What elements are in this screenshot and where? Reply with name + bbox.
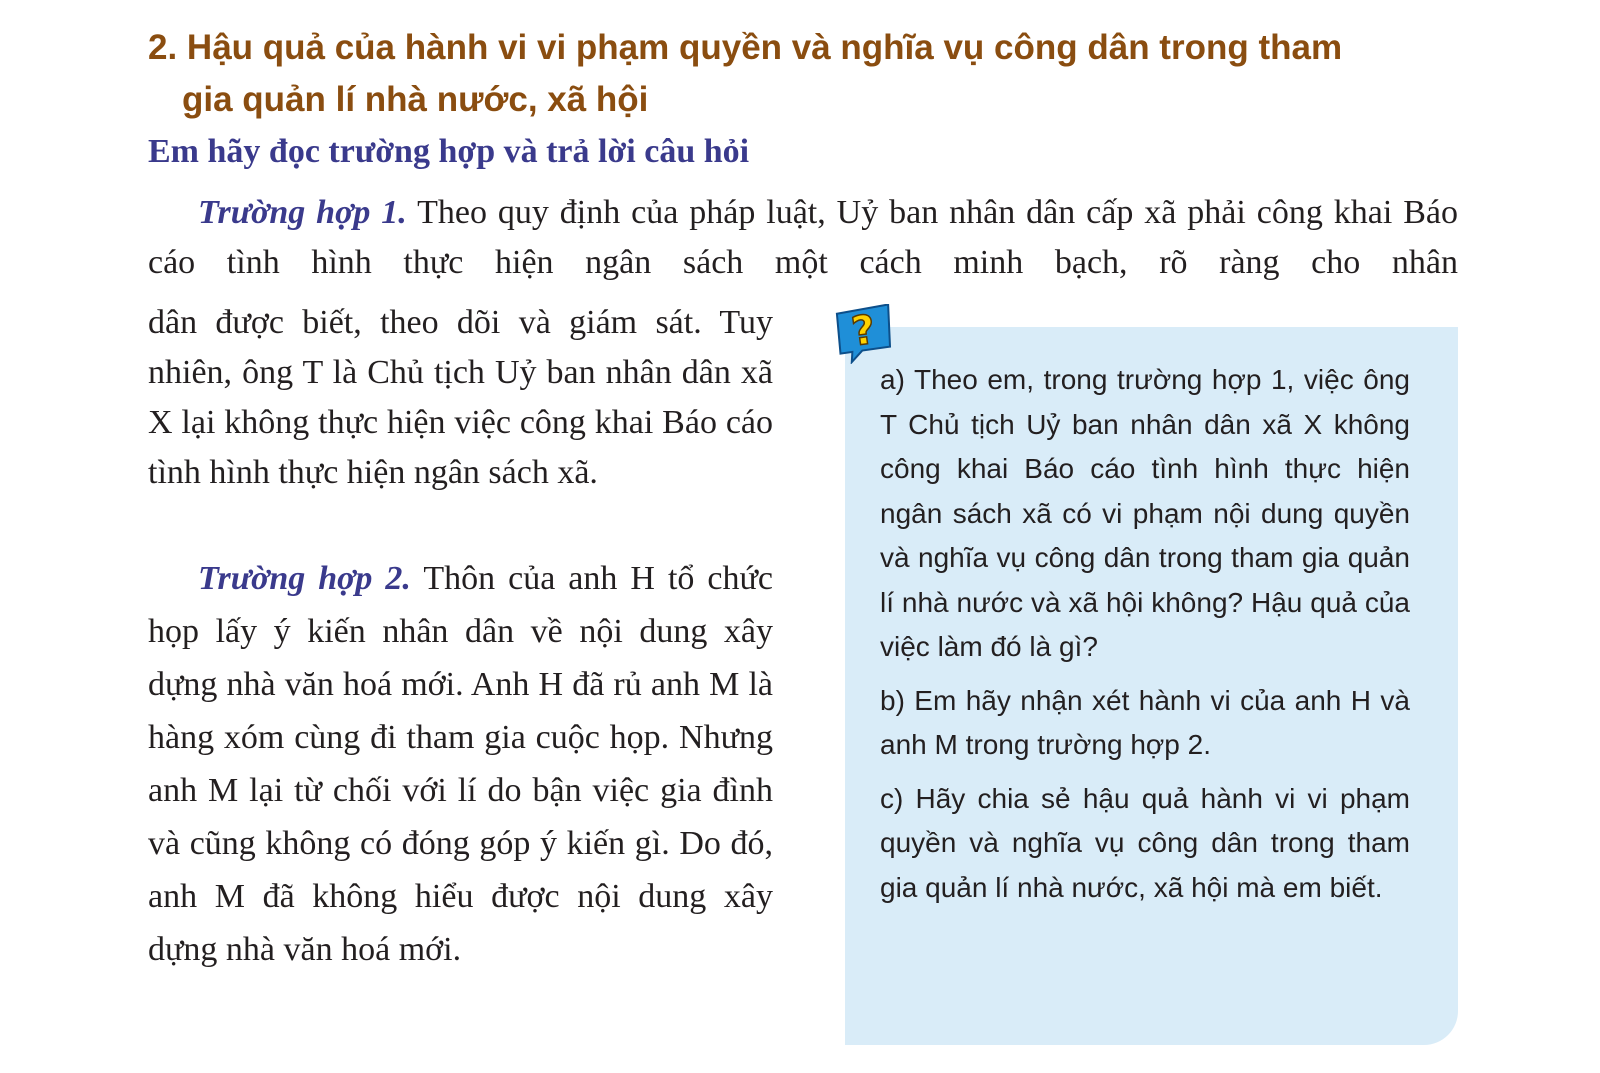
case1-label: Trường hợp 1. <box>198 194 407 231</box>
question-b: b) Em hãy nhận xét hành vi của anh H và anh M trong trường hợp 2. <box>880 684 1410 760</box>
case2-paragraph <box>148 552 773 976</box>
question-a: a) Theo em, trong trường hợp 1, việc ông T Chủ tịch Uỷ ban nhân dân xã X không công khai Báo cáo tình hình thực hiện ngân sách xã có vi phạm nội dung quyền và nghĩa vụ công dân trong tham gia quản lí nhà nước và xã hội không? Hậu quả của việc làm đó là gì? <box>880 364 1410 662</box>
question-mark-icon <box>830 304 900 364</box>
section-heading-line2: gia quản lí nhà nước, xã hội <box>182 80 649 119</box>
case2-text: Thôn của anh H tổ chức họp lấy ý kiến nhân dân về nội dung xây dựng nhà văn hoá mới. Anh H đã rủ anh M là hàng xóm cùng đi tham gia cuộc họp. Nhưng anh M lại từ chối với lí do bận việc gia đình và cũng không có đóng góp ý kiến gì. Do đó, anh M đã không hiểu được nội dung xây dựng nhà văn hoá mới. <box>148 560 773 968</box>
section-heading-line1: 2. Hậu quả của hành vi vi phạm quyền và nghĩa vụ công dân trong tham <box>148 28 1343 67</box>
section-heading <box>148 22 1458 126</box>
case1-paragraph <box>148 188 1458 288</box>
case2-label: Trường hợp 2. <box>198 560 411 597</box>
instruction-text: Em hãy đọc trường hợp và trả lời câu hỏi <box>148 133 750 170</box>
questions-list <box>880 358 1410 919</box>
case1-continuation: dân được biết, theo dõi và giám sát. Tuy nhiên, ông T là Chủ tịch Uỷ ban nhân dân xã X lại không thực hiện việc công khai Báo cáo tình hình thực hiện ngân sách xã. <box>148 304 773 491</box>
svg-text:?: ? <box>848 306 879 356</box>
question-c: c) Hãy chia sẻ hậu quả hành vi vi phạm quyền và nghĩa vụ công dân trong tham gia quản lí nhà nước, xã hội mà em biết. <box>880 782 1410 903</box>
case1-text-part1: Theo quy định của pháp luật, Uỷ ban nhân dân cấp xã phải công khai Báo cáo tình hình thực hiện ngân sách một cách minh bạch, rõ ràng cho nhân <box>148 194 1458 281</box>
